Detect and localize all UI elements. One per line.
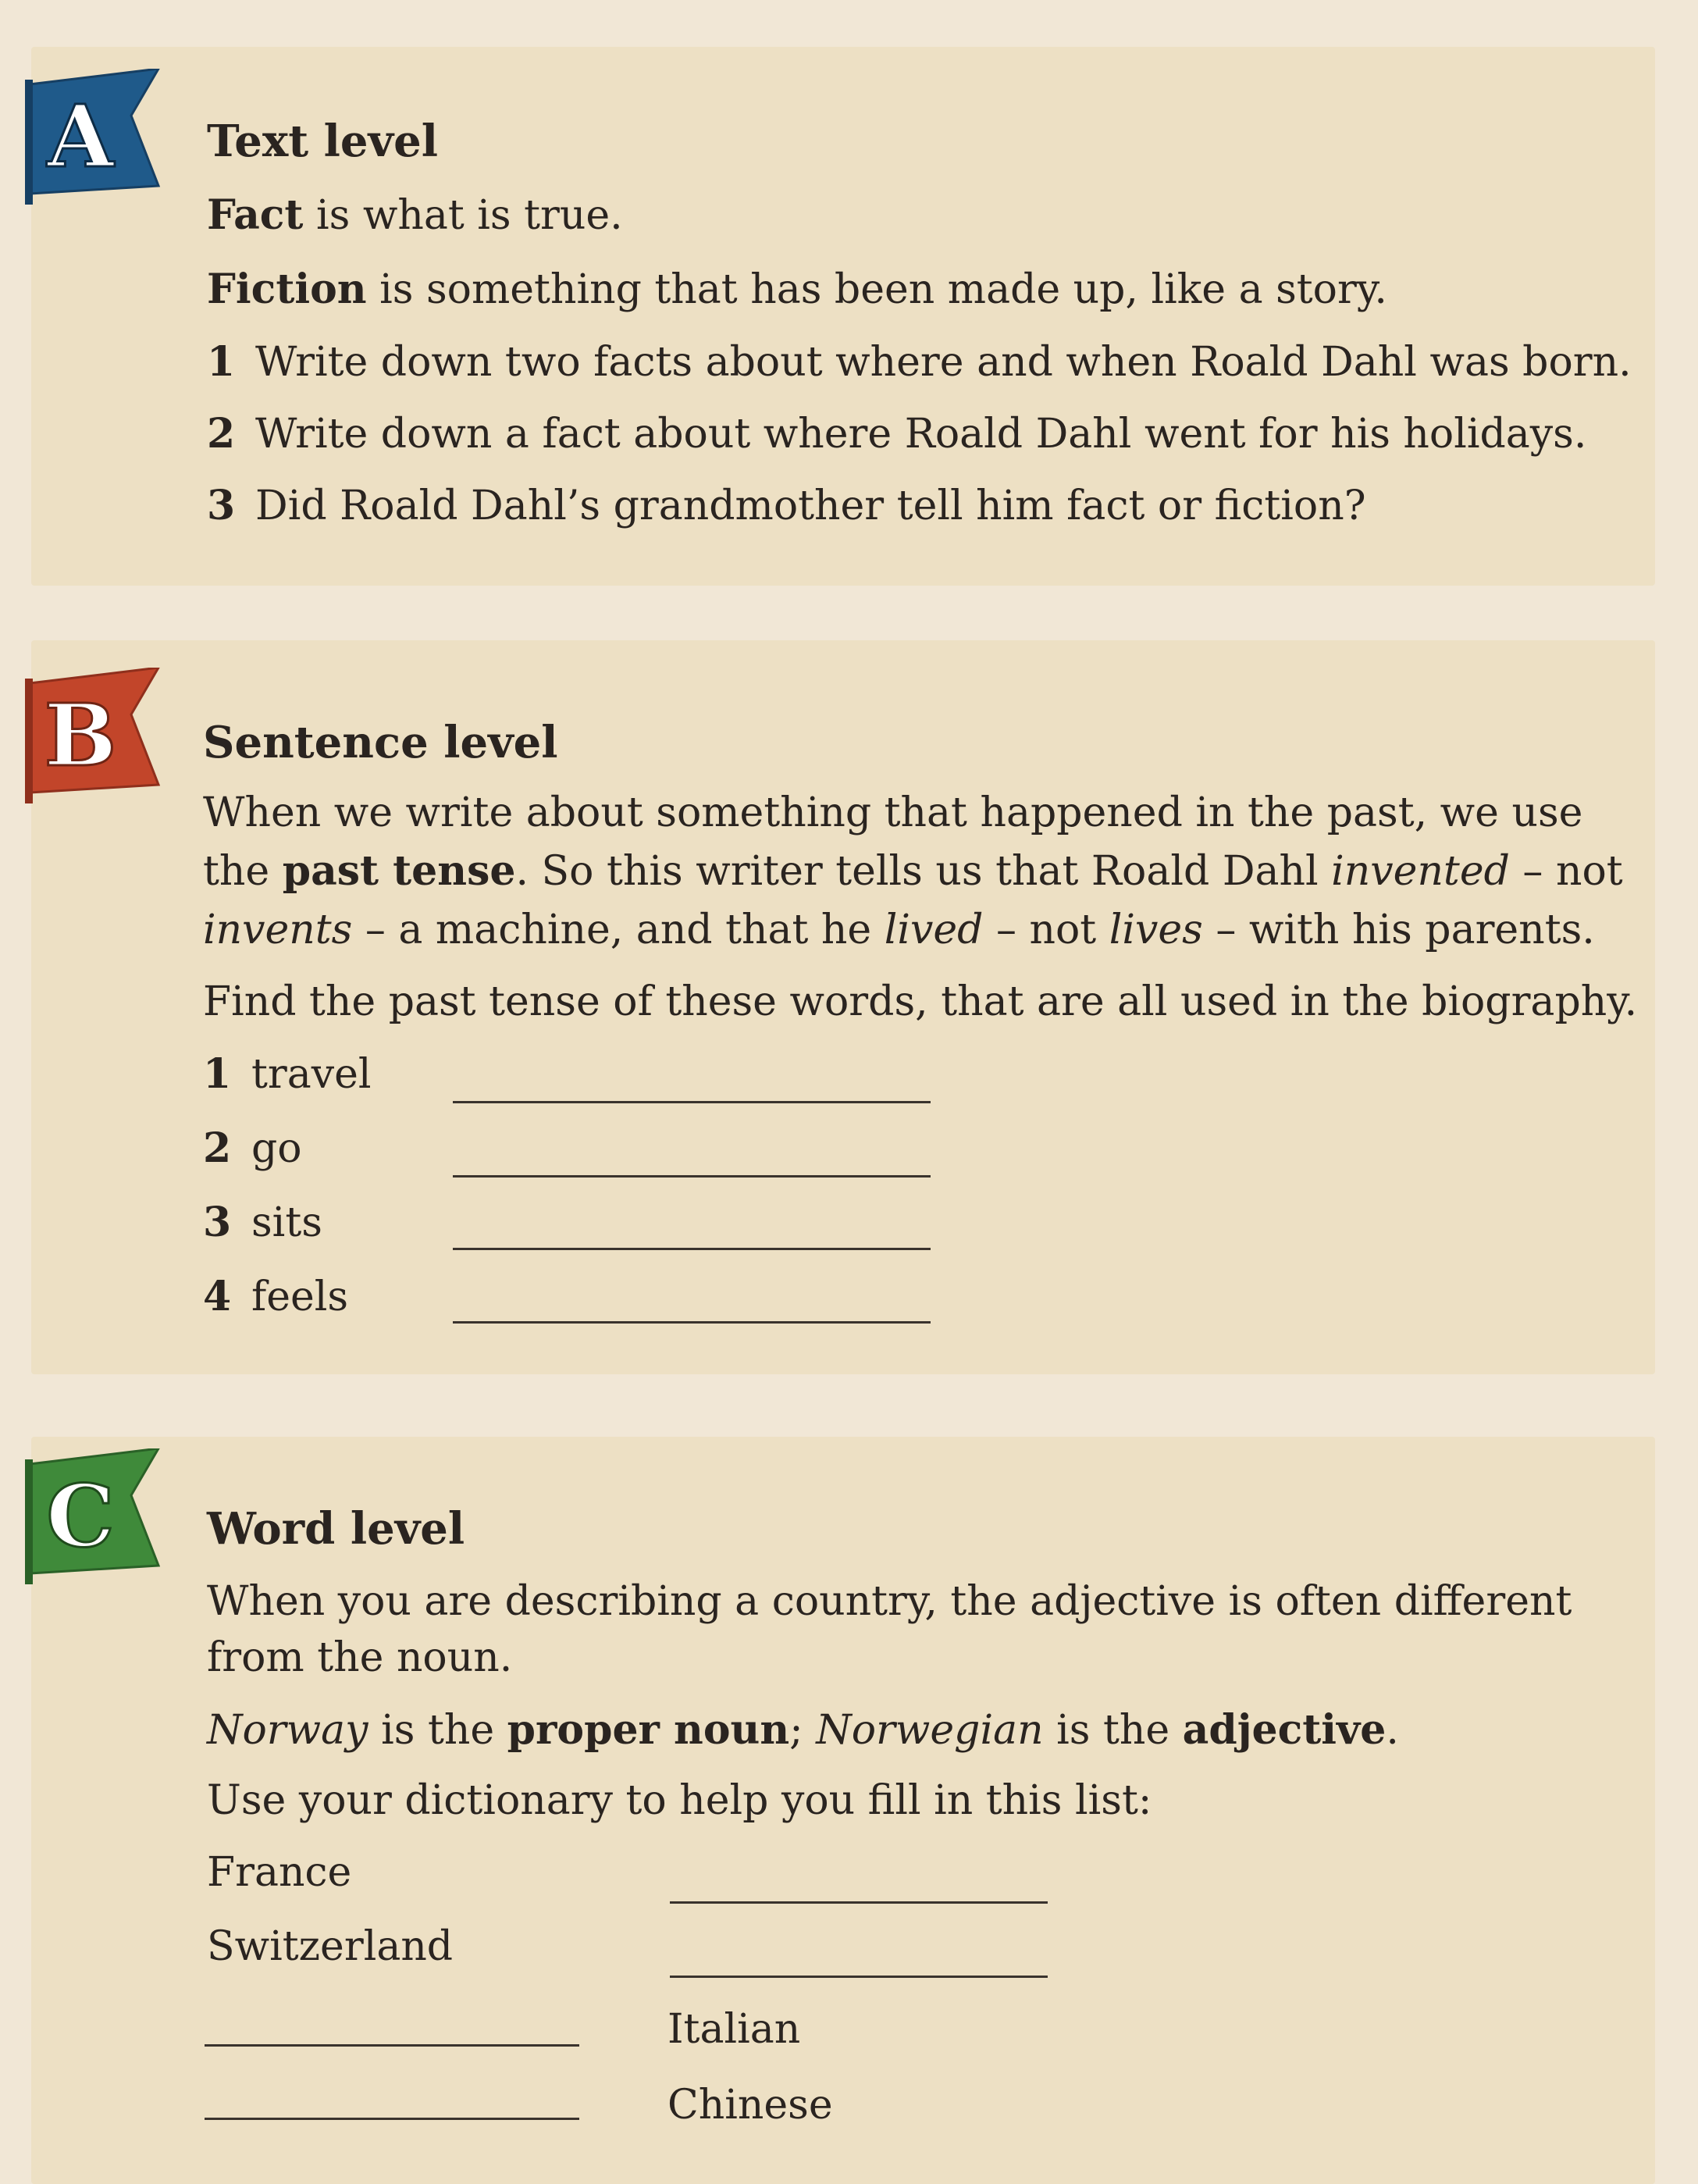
word-item-3: 3 sits — [203, 1199, 322, 1246]
section-c-example: Norway is the proper noun; Norwegian is the adjective. — [207, 1706, 1399, 1754]
country-blank-chinese[interactable] — [205, 2118, 579, 2120]
word-item-1: 1 travel — [203, 1050, 372, 1098]
section-c-paragraph-line-2: from the noun. — [207, 1634, 513, 1681]
section-b-paragraph-line-2: the past tense. So this writer tells us that Roald Dahl invented – not — [203, 847, 1623, 895]
fact-definition: Fact is what is true. — [207, 191, 623, 239]
adjective-blank-switzerland[interactable] — [670, 1976, 1048, 1978]
section-c-instruction: Use your dictionary to help you fill in this list: — [207, 1777, 1152, 1824]
answer-blank-3[interactable] — [453, 1248, 931, 1250]
section-a-title: Text level — [207, 116, 438, 167]
section-b-paragraph-line-1: When we write about something that happened in the past, we use — [203, 789, 1583, 836]
question-2: 2 Write down a fact about where Roald Dahl went for his holidays. — [207, 410, 1587, 458]
section-b-title: Sentence level — [203, 717, 558, 768]
answer-blank-2[interactable] — [453, 1175, 931, 1178]
svg-text:C: C — [46, 1466, 115, 1566]
country-france: France — [207, 1849, 352, 1896]
answer-blank-4[interactable] — [453, 1321, 931, 1324]
section-c-title: Word level — [207, 1503, 465, 1555]
section-c-paragraph-line-1: When you are describing a country, the adjective is often different — [207, 1578, 1572, 1625]
country-switzerland: Switzerland — [207, 1923, 454, 1970]
question-1: 1 Write down two facts about where and when Roald Dahl was born. — [207, 338, 1632, 386]
section-a-flag — [22, 69, 162, 209]
word-item-4: 4 feels — [203, 1273, 349, 1320]
section-c-flag — [22, 1448, 162, 1589]
word-item-2: 2 go — [203, 1124, 302, 1172]
answer-blank-1[interactable] — [453, 1101, 931, 1103]
country-blank-italian[interactable] — [205, 2044, 579, 2047]
svg-text:A: A — [47, 86, 114, 187]
fiction-definition: Fiction is something that has been made up, like a story. — [207, 265, 1387, 313]
adjective-blank-france[interactable] — [670, 1901, 1048, 1904]
section-b-instruction: Find the past tense of these words, that are all used in the biography. — [203, 978, 1638, 1025]
adjective-italian: Italian — [667, 2006, 801, 2053]
svg-text:B: B — [44, 685, 117, 786]
question-3: 3 Did Roald Dahl’s grandmother tell him fact or fiction? — [207, 482, 1366, 529]
adjective-chinese: Chinese — [667, 2082, 833, 2129]
section-b-paragraph-line-3: invents – a machine, and that he lived – not lives – with his parents. — [203, 907, 1595, 953]
section-b-flag — [22, 668, 162, 808]
